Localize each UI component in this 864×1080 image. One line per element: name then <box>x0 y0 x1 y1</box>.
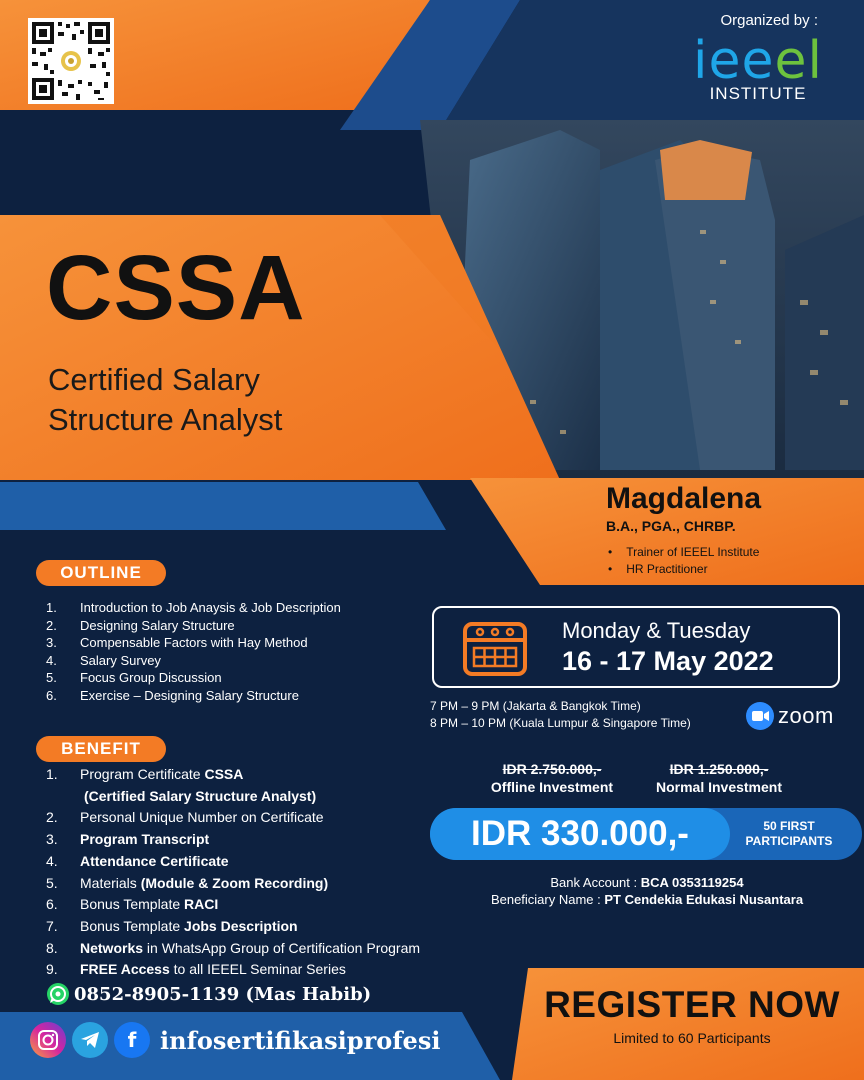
trainer-name: Magdalena <box>606 482 762 515</box>
bank-info <box>430 874 864 908</box>
social-links <box>30 1022 440 1058</box>
register-callout[interactable] <box>520 984 864 1046</box>
item-text-bold: (Module & Zoom Recording) <box>140 874 329 891</box>
item-number: 1. <box>46 600 57 615</box>
whatsapp-icon <box>46 982 70 1006</box>
list-item <box>46 959 420 981</box>
item-number: 6. <box>46 687 57 703</box>
item-number: 3. <box>46 635 57 650</box>
social-handle[interactable]: infosertifikasiprofesi <box>160 1025 441 1055</box>
whatsapp-contact[interactable] <box>46 982 371 1006</box>
list-item <box>46 764 420 786</box>
facebook-icon[interactable]: f <box>114 1022 150 1058</box>
item-text-plain: to all IEEEL Seminar Series <box>169 961 346 978</box>
item-text-bold: Program Transcript <box>80 831 210 848</box>
bank-account-label: Bank Account : <box>550 875 641 890</box>
beneficiary-label: Beneficiary Name : <box>490 892 605 907</box>
register-title: REGISTER NOW <box>544 984 840 1025</box>
item-text-plain: Personal Unique Number on Certificate <box>80 809 324 826</box>
list-item <box>46 916 420 938</box>
item-number: 8. <box>46 939 58 956</box>
trainer-role: • Trainer of IEEEL Institute <box>608 544 759 561</box>
event-days: Monday & Tuesday <box>562 618 751 643</box>
beneficiary <box>430 891 864 908</box>
event-time-1: 7 PM – 9 PM (Jakarta & Bangkok Time) <box>430 699 641 713</box>
list-item <box>46 599 341 617</box>
item-number: 5. <box>46 874 58 891</box>
list-item <box>46 938 420 960</box>
list-item <box>46 807 420 829</box>
logo-letter: e <box>708 31 742 91</box>
ieeel-logo <box>688 31 828 104</box>
normal-price-label: Normal Investment <box>655 779 783 795</box>
logo-letter: l <box>807 31 823 91</box>
item-text <box>80 916 298 938</box>
list-item <box>46 894 420 916</box>
zoom-wordmark: zoom <box>778 703 834 728</box>
item-number: 5. <box>46 670 57 685</box>
benefit-list <box>46 764 420 981</box>
qr-code-icon <box>28 18 114 104</box>
whatsapp-number: 0852-8905-1139 (Mas Habib) <box>74 983 372 1005</box>
calendar-icon <box>462 618 528 678</box>
item-text: Introduction to Job Anaysis & Job Description <box>80 600 341 615</box>
promo-note-line2: PARTICIPANTS <box>745 834 833 848</box>
list-item <box>46 687 341 705</box>
item-number: 3. <box>46 831 58 848</box>
offline-price-label: Offline Investment <box>490 779 614 795</box>
item-number: 9. <box>46 961 58 978</box>
list-item <box>46 617 341 635</box>
normal-price <box>640 760 798 796</box>
item-text <box>84 786 316 808</box>
logo-letter: i <box>693 31 709 91</box>
offline-price <box>474 760 630 796</box>
list-item <box>46 634 341 652</box>
program-title <box>48 360 282 440</box>
program-title-line2: Structure Analyst <box>48 402 283 437</box>
item-text-bold: CSSA <box>204 766 244 782</box>
trainer-roles <box>608 544 759 578</box>
item-text: Designing Salary Structure <box>80 617 235 633</box>
instagram-icon[interactable] <box>30 1022 66 1058</box>
item-text <box>80 851 229 873</box>
normal-price-value: IDR 1.250.000,- <box>669 761 769 777</box>
program-acronym: CSSA <box>46 237 306 339</box>
item-text <box>80 807 324 829</box>
item-text <box>80 829 209 851</box>
zoom-camera-icon <box>746 702 774 730</box>
item-text-plain: Bonus Template <box>80 917 185 934</box>
item-text-bold: Jobs Description <box>184 917 298 934</box>
item-text <box>80 894 218 916</box>
item-text: Compensable Factors with Hay Method <box>80 635 308 650</box>
logo-subtitle: INSTITUTE <box>709 84 807 103</box>
outline-heading: OUTLINE <box>36 560 166 586</box>
promo-price: IDR 330.000,- <box>430 808 730 860</box>
item-text: Focus Group Discussion <box>80 670 222 685</box>
item-text-bold: (Certified Salary Structure Analyst) <box>84 787 317 804</box>
benefit-heading: BENEFIT <box>36 736 166 762</box>
list-item <box>46 786 420 808</box>
event-dates: 16 - 17 May 2022 <box>562 646 774 676</box>
logo-word <box>688 31 828 91</box>
item-number: 1. <box>46 766 58 782</box>
zoom-logo <box>746 702 834 730</box>
event-time-2: 8 PM – 10 PM (Kuala Lumpur & Singapore Time) <box>430 716 691 730</box>
promo-note <box>734 819 844 849</box>
list-item <box>46 829 420 851</box>
item-text-bold: FREE Access <box>80 961 170 978</box>
register-subtitle: Limited to 60 Participants <box>613 1030 771 1046</box>
telegram-icon[interactable] <box>72 1022 108 1058</box>
program-title-line1: Certified Salary <box>48 362 260 397</box>
item-text-plain: Materials <box>80 874 141 891</box>
blue-stripe <box>0 482 446 530</box>
trainer-role: • HR Practitioner <box>608 561 759 578</box>
event-times <box>430 698 691 732</box>
item-text <box>80 764 243 786</box>
item-text: Exercise – Designing Salary Structure <box>80 687 299 703</box>
item-number: 7. <box>46 917 58 934</box>
item-number: 4. <box>46 652 57 668</box>
item-number <box>46 786 84 808</box>
offline-price-value: IDR 2.750.000,- <box>502 761 602 777</box>
telegram-glyph <box>79 1029 101 1051</box>
instagram-glyph <box>37 1029 59 1051</box>
item-text-bold: Attendance Certificate <box>80 852 229 869</box>
organizer-label: Organized by : <box>720 12 818 29</box>
bank-account-value: BCA 0353119254 <box>640 875 744 890</box>
list-item <box>46 652 341 670</box>
item-text <box>80 873 328 895</box>
beneficiary-value: PT Cendekia Edukasi Nusantara <box>604 892 804 907</box>
item-text-bold: Networks <box>80 939 144 956</box>
item-number: 2. <box>46 617 57 633</box>
item-text-bold: RACI <box>184 896 219 913</box>
outline-list <box>46 599 341 704</box>
item-text: Salary Survey <box>80 652 161 668</box>
qr-code[interactable] <box>28 18 114 104</box>
list-item <box>46 851 420 873</box>
item-number: 2. <box>46 809 58 826</box>
list-item <box>46 873 420 895</box>
trainer-credentials: B.A., PGA., CHRBP. <box>606 518 736 534</box>
item-text <box>80 938 420 960</box>
item-number: 4. <box>46 852 58 869</box>
bank-account <box>430 874 864 891</box>
promo-note-line1: 50 FIRST <box>763 819 815 833</box>
logo-letter: e <box>774 31 808 91</box>
logo-letter: e <box>741 31 775 91</box>
item-text-plain: Bonus Template <box>80 896 185 913</box>
item-text-plain: Program Certificate <box>80 766 205 782</box>
list-item <box>46 669 341 687</box>
item-number: 6. <box>46 896 58 913</box>
item-text <box>80 959 346 981</box>
item-text-plain: in WhatsApp Group of Certification Program <box>143 939 421 956</box>
